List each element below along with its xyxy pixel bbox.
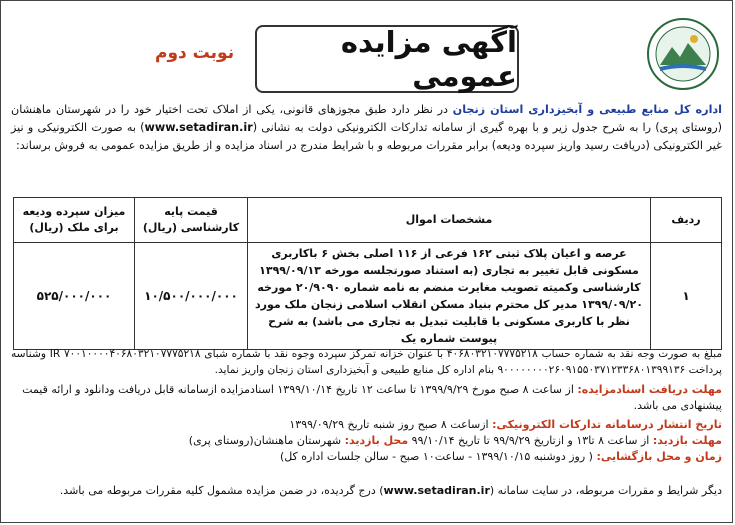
visit-time-text: از ساعت ۸ تا۱۳ و ازتاریخ ۹۹/۹/۲۹ تا تاریخ ۹۹/۱۰/۱۴ — [411, 434, 650, 447]
row-base-price: ۱۰/۵۰۰/۰۰۰/۰۰۰ — [135, 243, 248, 350]
publish-date-line — [11, 417, 722, 433]
table-header-row — [14, 198, 722, 243]
publish-date-label: تاریخ انتشار درسامانه تدارکات الکترونیکی: — [492, 418, 722, 431]
intro-text-2: ) به صورت الکترونیکی و نیز غیر الکترونیکی (دریافت رسید واریز سپرده ودیعه) برابر مقررات مربوطه و با شرایط مندرج در اسناد مزایده و از طریق مزایده عمومی به فروش برساند: — [11, 121, 722, 152]
visit-place-label: محل بازدید: — [344, 434, 409, 447]
row-deposit: ۵۲۵/۰۰۰/۰۰۰ — [14, 243, 135, 350]
notice-title: آگهی مزایده عمومی — [340, 25, 517, 93]
header-base-price: قیمت پایه کارشناسی (ریال) — [135, 198, 248, 243]
visit-time-line — [11, 433, 722, 449]
publish-date-text: ازساعت ۸ صبح روز شنبه تاریخ ۱۳۹۹/۰۹/۲۹ — [289, 418, 489, 431]
visit-time-label: مهلت بازدید: — [652, 434, 722, 447]
opening-line — [11, 449, 722, 465]
docs-deadline-text: از ساعت ۸ صبح مورخ ۱۳۹۹/۹/۲۹ تا ساعت ۱۲ تاریخ ۱۳۹۹/۱۰/۱۴ اسنادمزایده ازسامانه قابل دریافت ودانلود و ارائه قیمت پیشنهادی می باشد. — [22, 383, 722, 412]
footer-text-2: ) درج گردیده، در ضمن مزایده مشمول کلیه مقررات مربوطه می باشد. — [59, 484, 384, 497]
row-description: عرصه و اعیان پلاک ثبتی ۱۶۲ فرعی از ۱۱۶ اصلی بخش ۶ باکاربری مسکونی قابل تغییر به تجاری (به استناد صورتجلسه مورخه ۱۳۹۹/۰۹/۱۳ کارشناسی وکمیته تصویب مغایرت منضم به نامه شماره ۲۰/۹۰۹۰ مورخه ۱۳۹۹/۰۹/۲۰ مدیر کل محترم بنیاد مسکن انقلاب اسلامی زنجان ملک مورد نظر با کاربری مسکونی با قابلیت تبدیل به تجاری می باشد) به شرح پیوست شماره یک — [248, 243, 651, 350]
notice-header — [5, 5, 728, 97]
agency-name: اداره کل منابع طبیعی و آبخیزداری استان زنجان — [452, 103, 722, 116]
header-description: مشخصات اموال — [248, 198, 651, 243]
intro-text-1: در نظر دارد طبق مجوزهای قانونی، یکی از املاک تحت اختیار خود را در شهرستان ماهنشان (روستای پری) را به شرح جدول زیر و با بهره گیری از سامانه تدارکات الکترونیکی دولت به نشانی ( — [11, 103, 722, 134]
docs-deadline-label: مهلت دریافت اسنادمزایده: — [577, 383, 722, 396]
row-number: ۱ — [651, 243, 722, 350]
agency-emblem-icon — [646, 17, 720, 91]
footer-site-link[interactable]: www.setadiran.ir — [383, 484, 490, 497]
payment-paragraph: مبلغ به صورت وجه نقد به شماره حساب ۴۰۶۸۰۳۲۱۰۷۷۷۵۲۱۸ با عنوان خزانه تمرکز سپرده وجوه نقد با شماره شبای IR ۷۰۰۱۰۰۰۰۴۰۶۸۰۳۲۱۰۷۷۷۵۲۱۸ وشناسه پرداخت ۹۰۰۰۰۰۰۰۰۲۶۰۹۱۵۵۰۳۷۱۲۳۳۶۸۰۱۳۹۹۱۳۶ بنام اداره کل منابع طبیعی و آبخیزداری استان زنجان واریز نماید. — [11, 348, 722, 376]
visit-place-text: شهرستان ماهنشان(روستای پری) — [188, 434, 342, 447]
footer-paragraph — [11, 483, 722, 499]
docs-deadline-line — [11, 382, 722, 414]
opening-text: ( روز دوشنبه ۱۳۹۹/۱۰/۱۵ - ساعت۱۰ صبح - سالن جلسات اداره کل) — [279, 450, 593, 463]
assets-table — [13, 197, 722, 350]
round-label: نوبت دوم — [155, 43, 235, 63]
intro-site-link[interactable]: www.setadiran.ir — [144, 121, 253, 134]
opening-label: زمان و محل بازگشایی: — [596, 450, 722, 463]
header-deposit: میزان سپرده ودیعه برای ملک (ریال) — [14, 198, 135, 243]
intro-paragraph — [11, 101, 722, 155]
table-row — [14, 243, 722, 350]
title-box — [255, 25, 519, 93]
header-row-number: ردیف — [651, 198, 722, 243]
footer-text-1: دیگر شرایط و مقررات مربوطه، در سایت سامانه ( — [489, 484, 722, 497]
